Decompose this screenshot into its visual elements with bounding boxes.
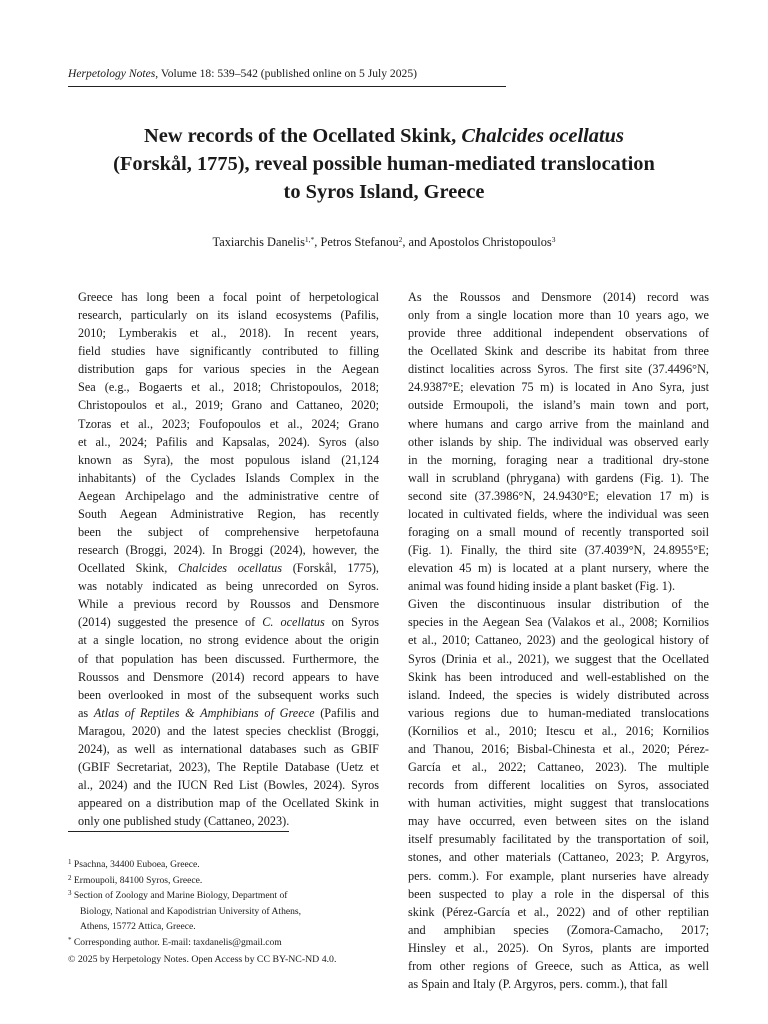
text-segment: Syros (Drinia et al., 2021), we suggest that the Ocellated bbox=[408, 651, 709, 666]
text-segment: species in the Aegean Sea (Valakos et al., 2008; Kornilios bbox=[408, 615, 709, 630]
journal-name: Herpetology Notes bbox=[68, 67, 156, 80]
text-segment: with human activities, might suggest that translocations bbox=[408, 796, 709, 811]
text-line bbox=[398, 975, 709, 993]
text-line bbox=[68, 288, 379, 306]
text-segment: 24.9387°E; elevation 75 m) is located in Ano Syra, just bbox=[408, 380, 709, 395]
text-line bbox=[398, 378, 709, 396]
text-segment: et al., 2024; Pafilis and Kapsalas, 2024). Syros (also bbox=[78, 434, 379, 449]
text-segment: Ocellated Skink, bbox=[78, 561, 179, 576]
text-segment: stones, and other materials (Cattaneo, 2023; P. Argyros, bbox=[408, 850, 709, 865]
text-line bbox=[68, 541, 379, 559]
text-line bbox=[68, 469, 379, 487]
text-segment: (Forskål, 1775), bbox=[282, 561, 379, 576]
text-line bbox=[68, 451, 379, 469]
text-segment: While a previous record by Roussos and Densmore bbox=[78, 597, 379, 612]
text-segment: the Ocellated Skink and describe its habitat from three bbox=[408, 344, 709, 359]
text-segment: may have occurred, even between sites on the island bbox=[408, 814, 709, 829]
text-line bbox=[68, 505, 379, 523]
text-segment: appeared on a distribution map of the Ocellated Skink in bbox=[78, 796, 379, 811]
text-segment: on Syros bbox=[324, 615, 379, 630]
text-segment: and Thanou, 2016; Bisbal-Chinesta et al., 2020; Pérez- bbox=[408, 741, 709, 756]
text-segment: other islands by ship. The individual was observed early bbox=[408, 434, 709, 449]
text-segment: (Pafilis and bbox=[314, 705, 379, 720]
text-line bbox=[398, 722, 709, 740]
text-segment: in the morning, foraging near a traditional dry-stone bbox=[408, 452, 709, 467]
text-segment: distribution gaps for various species in the Aegean bbox=[78, 362, 379, 377]
text-segment: at a single location, no strong evidence about the origin bbox=[78, 633, 379, 648]
text-segment: research (Broggi, 2024). In Broggi (2024), however, the bbox=[78, 543, 379, 558]
text-line bbox=[398, 505, 709, 523]
text-line bbox=[398, 415, 709, 433]
text-segment: been suspected to play a role in the dispersal of this bbox=[408, 886, 709, 901]
text-segment: As the Roussos and Densmore (2014) record was bbox=[408, 290, 709, 304]
text-segment: and amphibian species (Zomora-Camacho, 2017; bbox=[408, 922, 709, 937]
text-segment: located in cultivated fields, where the individual was seen bbox=[408, 506, 709, 521]
text-line bbox=[398, 885, 709, 903]
text-line bbox=[398, 867, 709, 885]
text-line bbox=[398, 306, 709, 324]
text-segment: where humans and cargo arrive from the mainland and bbox=[408, 416, 709, 431]
text-segment: was notably indicated as being unrecorded on Syros. bbox=[78, 579, 379, 594]
text-segment: known as Syra), the most populous island (21,124 bbox=[78, 452, 379, 467]
text-line bbox=[68, 415, 379, 433]
text-segment: of that population has been discussed. Furthermore, the bbox=[78, 651, 379, 666]
text-line bbox=[398, 794, 709, 812]
text-line bbox=[68, 812, 379, 830]
journal-details: , Volume 18: 539–542 (published online on 5 July 2025) bbox=[155, 67, 417, 80]
text-line bbox=[68, 794, 379, 812]
text-line bbox=[68, 487, 379, 505]
text-line bbox=[398, 921, 709, 939]
text-segment: foraging on a small mound of recently transported soil bbox=[408, 525, 709, 540]
text-line bbox=[398, 433, 709, 451]
text-line bbox=[398, 451, 709, 469]
text-segment: field studies have significantly contributed to filling bbox=[78, 344, 379, 359]
text-line bbox=[68, 396, 379, 414]
text-segment: animal was found hiding inside a plant basket (Fig. 1). bbox=[408, 579, 676, 594]
text-segment: distinct localities across Syros. The first site (37.4496°N, bbox=[408, 362, 709, 377]
text-segment: (2014) suggested the presence of bbox=[78, 615, 263, 630]
text-line bbox=[68, 722, 379, 740]
text-segment: Given the discontinuous insular distribution of the bbox=[408, 597, 709, 612]
text-line bbox=[398, 577, 709, 595]
footnote-divider bbox=[68, 831, 289, 832]
text-segment: Hinsley et al., 2025). On Syros, plants are imported bbox=[408, 940, 709, 955]
text-segment: only one published study (Cattaneo, 2023). bbox=[78, 814, 290, 829]
text-segment: pers. comm.). For example, plant nurseries have already bbox=[408, 868, 709, 883]
title-species-name: Chalcides ocellatus bbox=[461, 125, 624, 147]
text-segment: al., 2024) and the IUCN Red List (Bowles, 2024). Syros bbox=[78, 778, 379, 793]
text-segment: South Aegean Administrative Region, has recently bbox=[78, 506, 379, 521]
text-segment: island. Indeed, the species is widely distributed across bbox=[408, 687, 709, 702]
text-line bbox=[398, 830, 709, 848]
text-line bbox=[68, 595, 379, 613]
text-segment: itself presumably facilitated by the transportation of soil, bbox=[408, 832, 709, 847]
author-name: Taxiarchis Danelis bbox=[212, 235, 305, 249]
footnote: $^3$ Section of Zoology and Marine Biology, Department of bbox=[68, 889, 288, 902]
body-column-left bbox=[68, 288, 379, 830]
text-line bbox=[68, 631, 379, 649]
text-segment: provide three additional independent observations of bbox=[408, 326, 709, 341]
text-line bbox=[68, 577, 379, 595]
text-line bbox=[68, 686, 379, 704]
footnote: $^1$ Psachna, 34400 Euboea, Greece. bbox=[68, 858, 200, 870]
footnote-continuation: Athens, 15772 Attica, Greece. bbox=[80, 921, 196, 933]
author-affiliation-mark: 3 bbox=[551, 235, 556, 244]
text-segment: outside Ermoupoli, the island’s main town and port, bbox=[408, 398, 709, 413]
body-paragraph bbox=[398, 595, 709, 993]
text-line bbox=[68, 613, 379, 631]
text-line bbox=[398, 559, 709, 577]
body-paragraph bbox=[68, 288, 379, 830]
text-segment: only from a single location more than 10 years ago, we bbox=[408, 308, 709, 323]
text-line bbox=[398, 812, 709, 830]
text-line bbox=[68, 668, 379, 686]
text-segment: research, particularly on its island ecosystems (Pafilis, bbox=[78, 308, 379, 323]
italic-text: C. ocellatus bbox=[262, 615, 325, 630]
text-segment: skink (Pérez-García et al., 2022) and of other reptilian bbox=[408, 904, 709, 919]
text-line bbox=[68, 740, 379, 758]
text-segment: (Kornilios et al., 2010; Itescu et al., 2016; Kornilios bbox=[408, 723, 709, 738]
author-affiliation-mark: 2 bbox=[398, 235, 403, 244]
text-line bbox=[398, 686, 709, 704]
text-line bbox=[398, 939, 709, 957]
author-affiliation-mark: 1,* bbox=[304, 235, 315, 244]
text-segment: Tzoras et al., 2023; Foufopoulos et al., 2024; Grano bbox=[78, 416, 379, 431]
text-line bbox=[68, 306, 379, 324]
text-line bbox=[68, 342, 379, 360]
text-line bbox=[398, 487, 709, 505]
text-line bbox=[398, 776, 709, 794]
text-line bbox=[398, 758, 709, 776]
text-line bbox=[398, 469, 709, 487]
text-segment: from other regions of Greece, such as Attica, as well bbox=[408, 958, 709, 973]
running-head bbox=[68, 66, 506, 87]
text-line bbox=[68, 523, 379, 541]
text-line bbox=[398, 396, 709, 414]
title-line-1: New records of the Ocellated Skink, Chalcides ocellatus bbox=[144, 125, 624, 147]
text-line bbox=[398, 631, 709, 649]
text-line bbox=[398, 324, 709, 342]
text-line bbox=[398, 288, 709, 306]
text-segment: et al., 2010; Cattaneo, 2023) and the geological history of bbox=[408, 633, 709, 648]
text-segment: records from different localities on Syros, associated bbox=[408, 778, 709, 793]
text-line bbox=[398, 523, 709, 541]
title-line-3: to Syros Island, Greece bbox=[283, 181, 485, 203]
text-segment: 2024), as well as international databases such as GBIF bbox=[78, 741, 379, 756]
text-line bbox=[68, 433, 379, 451]
text-segment: Christopoulos et al., 2019; Grano and Cattaneo, 2020; bbox=[78, 398, 379, 413]
text-line bbox=[68, 324, 379, 342]
text-line bbox=[68, 758, 379, 776]
text-line bbox=[398, 595, 709, 613]
text-segment: elevation 45 m) is located at a plant nursery, where the bbox=[408, 561, 709, 576]
text-segment: inhabitants) of the Cyclades Islands Complex in the bbox=[78, 470, 379, 485]
text-segment: been overlooked in most of the subsequent works such bbox=[78, 687, 379, 702]
text-line bbox=[68, 704, 379, 722]
copyright-notice: © 2025 by Herpetology Notes. Open Access by CC BY-NC-ND 4.0. bbox=[68, 954, 337, 965]
title-line-2: (Forskål, 1775), reveal possible human-mediated translocation bbox=[113, 153, 655, 175]
text-line bbox=[398, 848, 709, 866]
article-title bbox=[60, 122, 708, 206]
text-line bbox=[68, 378, 379, 396]
footnote: $^2$ Ermoupoli, 84100 Syros, Greece. bbox=[68, 873, 203, 886]
author-name: , Petros Stefanou bbox=[314, 235, 399, 249]
text-segment: various regions due to human-mediated translocations bbox=[408, 705, 709, 720]
text-segment: Sea (e.g., Bogaerts et al., 2018; Christopoulos, 2018; bbox=[78, 380, 379, 395]
text-line bbox=[398, 613, 709, 631]
text-line bbox=[398, 360, 709, 378]
body-column-right bbox=[398, 288, 709, 993]
text-segment: Roussos and Densmore (2014) record appears to have bbox=[78, 669, 379, 684]
text-line bbox=[398, 704, 709, 722]
text-segment: Greece has long been a focal point of herpetological bbox=[78, 290, 379, 304]
affiliation-footnotes bbox=[68, 857, 368, 951]
text-segment: as bbox=[78, 705, 94, 720]
author-name: , and Apostolos Christopoulos bbox=[402, 235, 552, 249]
text-segment: García et al., 2022; Cattaneo, 2023). The multiple bbox=[408, 760, 709, 775]
text-segment: Skink has been introduced and well-established on the bbox=[408, 669, 709, 684]
text-line bbox=[398, 740, 709, 758]
text-segment: Aegean Archipelago and the administrative centre of bbox=[78, 488, 379, 503]
text-segment: 2010; Lymberakis et al., 2018). In recent years, bbox=[78, 326, 379, 341]
text-line bbox=[398, 342, 709, 360]
author-list bbox=[0, 233, 768, 251]
italic-text: Atlas of Reptiles & Amphibians of Greece bbox=[93, 705, 315, 720]
text-line bbox=[68, 360, 379, 378]
text-segment: wall in scrubland (phrygana) with gardens (Fig. 1). The bbox=[408, 470, 709, 485]
footnote-continuation: Biology, National and Kapodistrian University of Athens, bbox=[80, 905, 302, 917]
body-paragraph bbox=[398, 288, 709, 595]
text-segment: (Fig. 1). Finally, the third site (37.4039°N, 24.8955°E; bbox=[408, 543, 709, 558]
text-line bbox=[68, 776, 379, 794]
text-line bbox=[398, 650, 709, 668]
text-line bbox=[68, 559, 379, 577]
corresponding-author-note: * Corresponding author. E-mail: taxdanelis@gmail.com bbox=[68, 935, 282, 948]
text-segment: second site (37.3986°N, 24.9430°E; elevation 17 m) is bbox=[408, 488, 709, 503]
text-segment: as Spain and Italy (P. Argyros, pers. comm.), that fall bbox=[408, 976, 668, 991]
text-line bbox=[398, 541, 709, 559]
text-segment: been the subject of comprehensive herpetofauna bbox=[78, 525, 379, 540]
text-segment: Maragou, 2020) and the latest species checklist (Broggi, bbox=[78, 723, 379, 738]
text-line bbox=[398, 957, 709, 975]
italic-text: Chalcides ocellatus bbox=[178, 561, 282, 576]
text-segment: (GBIF Secretariat, 2023), The Reptile Database (Uetz et bbox=[78, 760, 379, 775]
text-line bbox=[398, 903, 709, 921]
text-line bbox=[398, 668, 709, 686]
text-line bbox=[68, 650, 379, 668]
